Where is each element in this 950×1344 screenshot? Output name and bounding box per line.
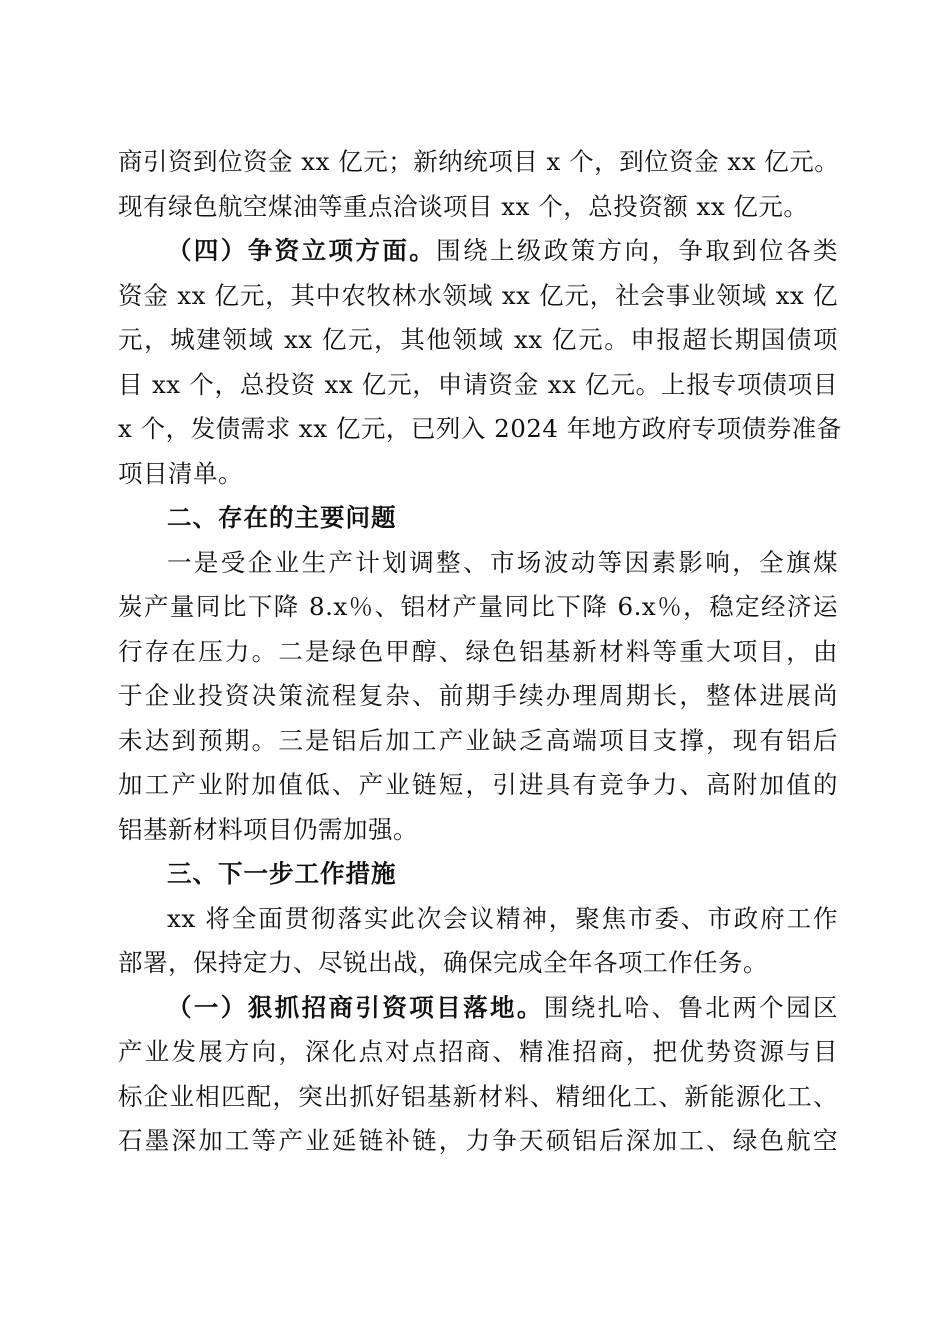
- text-line: 标企业相匹配，突出抓好铝基新材料、精细化工、新能源化工、: [118, 1081, 838, 1111]
- text-span: 围绕上级政策方向，争取到位各类: [436, 236, 839, 265]
- text-line: 行存在压力。二是绿色甲醇、绿色铝基新材料等重大项目，由: [118, 636, 838, 666]
- text-line: 现有绿色航空煤油等重点洽谈项目 xx 个，总投资额 xx 亿元。: [118, 191, 809, 221]
- text-line: 项目清单。: [118, 458, 243, 488]
- section-heading: 二、存在的主要问题: [167, 503, 397, 532]
- text-line: 未达到预期。三是铝后加工产业缺乏高端项目支撑，现有铝后: [118, 725, 838, 755]
- text-span: 围绕扎哈、鲁北两个园区: [543, 992, 839, 1022]
- document-page: [118, 140, 842, 1164]
- text-line: 于企业投资决策流程复杂、前期手续办理周期长，整体进展尚: [118, 681, 838, 710]
- section-heading: 三、下一步工作措施: [167, 859, 397, 888]
- text-line: 加工产业附加值低、产业链短，引进具有竞争力、高附加值的: [118, 770, 838, 799]
- section-lead-title: （四）争资立项方面。: [167, 236, 437, 265]
- text-line: 炭产量同比下降 8.x％、铝材产量同比下降 6.x％，稳定经济运: [118, 592, 838, 621]
- text-line: 铝基新材料项目仍需加强。: [118, 814, 418, 844]
- text-line: 产业发展方向，深化点对点招商、精准招商，把优势资源与目: [118, 1037, 838, 1066]
- paragraph-first-line: 一是受企业生产计划调整、市场波动等因素影响，全旗煤: [167, 547, 838, 577]
- paragraph-first-line: xx 将全面贯彻落实此次会议精神，聚焦市委、市政府工作: [167, 903, 838, 933]
- text-line: 部署，保持定力、尽锐出战，确保完成全年各项工作任务。: [118, 948, 768, 977]
- text-line: 石墨深加工等产业延链补链，力争天硕铝后深加工、绿色航空: [118, 1126, 838, 1155]
- text-line: x 个，发债需求 xx 亿元，已列入 2024 年地方政府专项债券准备: [118, 414, 842, 443]
- text-line: 资金 xx 亿元，其中农牧林水领域 xx 亿元，社会事业领域 xx 亿: [118, 280, 838, 310]
- paragraph-first-line: [118, 229, 838, 274]
- paragraph-first-line: [118, 986, 838, 1031]
- text-line: 目 xx 个，总投资 xx 亿元，申请资金 xx 亿元。上报专项债项目: [118, 369, 838, 399]
- text-line: 元，城建领域 xx 亿元，其他领域 xx 亿元。申报超长期国债项: [118, 325, 838, 354]
- section-lead-title: （一）狠抓招商引资项目落地。: [167, 992, 544, 1022]
- text-line: 商引资到位资金 xx 亿元；新纳统项目 x 个，到位资金 xx 亿元。: [118, 147, 840, 176]
